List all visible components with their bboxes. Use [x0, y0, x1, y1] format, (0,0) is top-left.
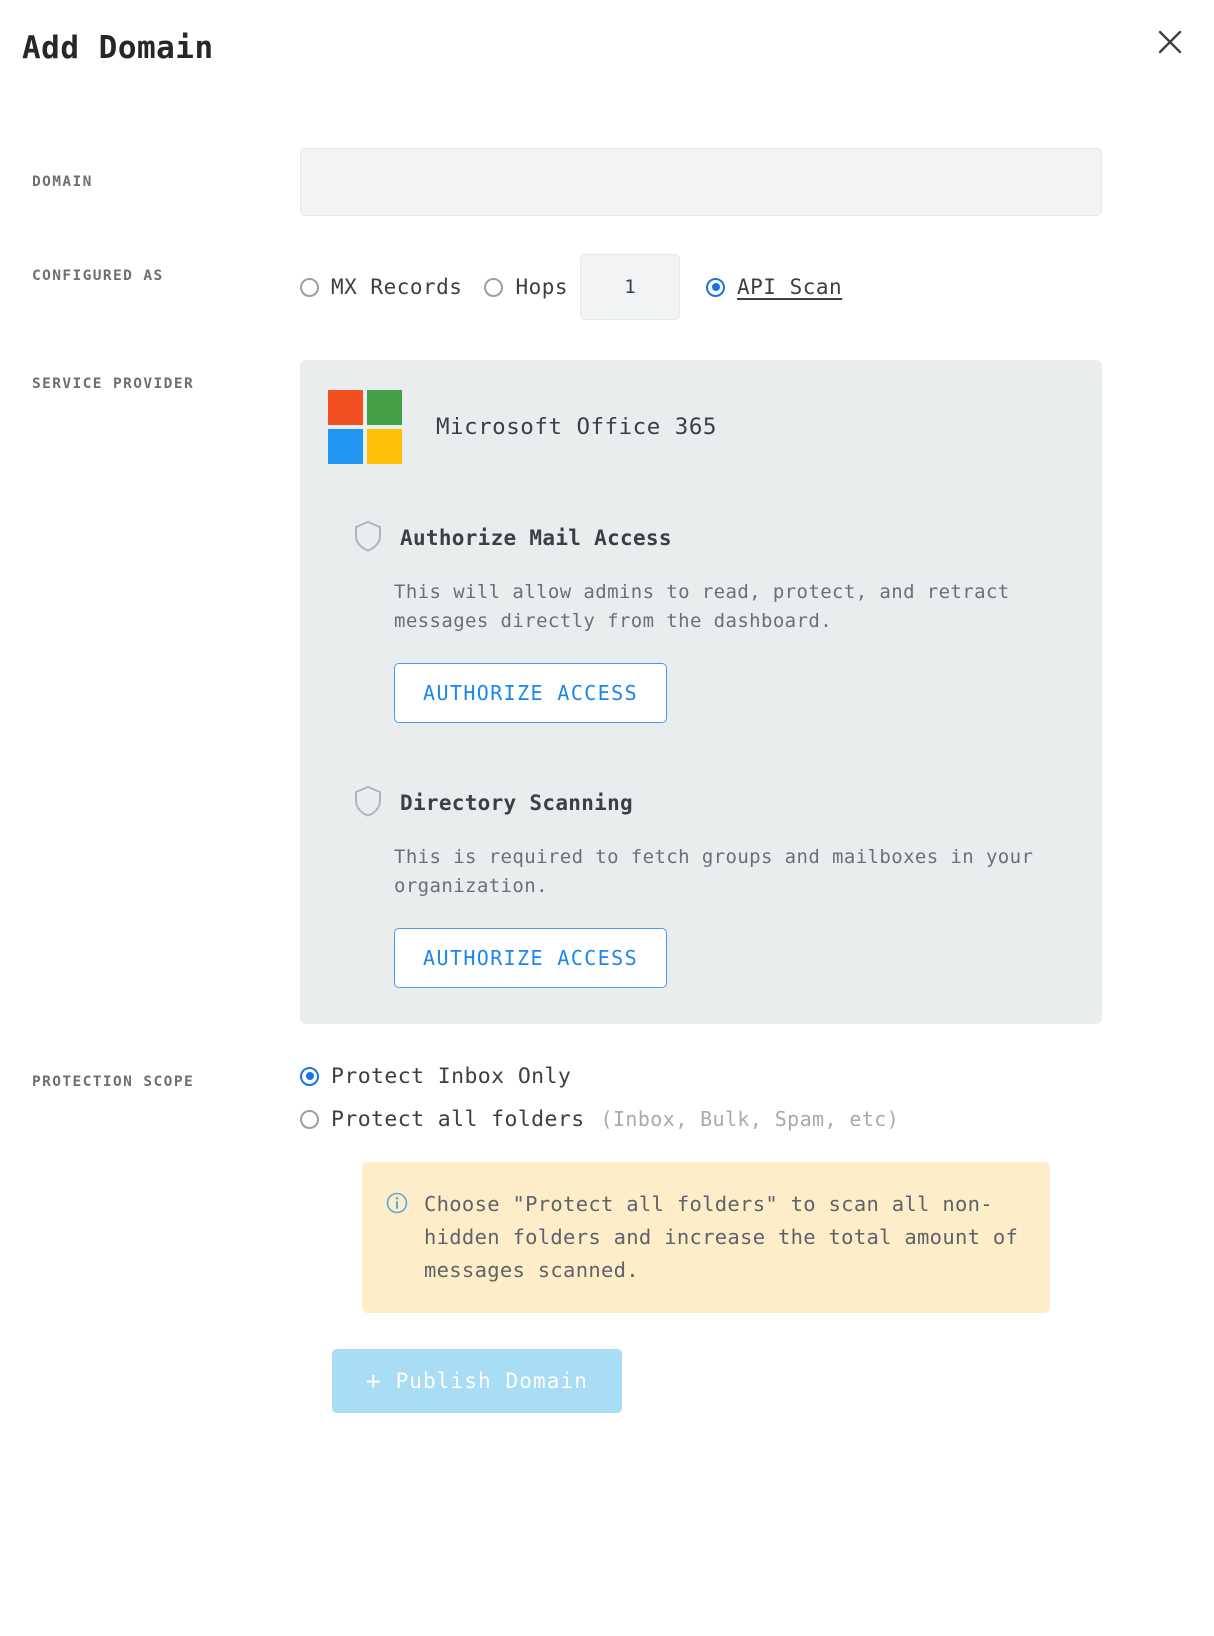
service-provider-row — [0, 360, 1214, 1024]
radio-protect-all-folders[interactable] — [300, 1107, 1182, 1132]
radio-api-scan-circle — [706, 278, 725, 297]
directory-scanning-button[interactable]: AUTHORIZE ACCESS — [394, 928, 667, 988]
radio-hops[interactable] — [484, 275, 568, 299]
authorize-mail-access-head — [354, 520, 1074, 556]
radio-protect-inbox-only-label: Protect Inbox Only — [331, 1063, 572, 1089]
authorize-mail-access-button[interactable]: AUTHORIZE ACCESS — [394, 663, 667, 723]
service-provider-label: SERVICE PROVIDER — [32, 376, 195, 392]
provider-header — [328, 390, 1074, 464]
service-provider-field — [300, 360, 1182, 1024]
shield-icon — [354, 785, 382, 821]
directory-scanning-head — [354, 785, 1074, 821]
shield-icon — [354, 520, 382, 556]
domain-row — [0, 148, 1214, 216]
radio-api-scan-label: API Scan — [737, 275, 843, 299]
domain-field-wrap — [300, 148, 1182, 216]
info-icon — [386, 1192, 408, 1218]
directory-scanning-title: Directory Scanning — [400, 790, 633, 815]
dialog-footer — [0, 1349, 1214, 1413]
authorize-mail-access-description: This will allow admins to read, protect, and retract messages directly from the dashboard. — [394, 581, 1010, 633]
radio-protect-all-folders-hint: (Inbox, Bulk, Spam, etc) — [600, 1107, 900, 1132]
radio-api-scan[interactable] — [706, 275, 842, 299]
directory-scanning-description: This is required to fetch groups and mailboxes in your organization. — [394, 845, 1034, 898]
radio-hops-label: Hops — [515, 275, 569, 299]
domain-label: DOMAIN — [32, 174, 93, 190]
radio-protect-all-folders-label: Protect all folders — [331, 1106, 585, 1132]
radio-mx-records-label: MX Records — [331, 275, 463, 299]
protection-scope-label: PROTECTION SCOPE — [32, 1073, 195, 1090]
authorize-mail-access-title: Authorize Mail Access — [400, 526, 672, 550]
microsoft-logo-icon — [328, 390, 402, 464]
publish-domain-button[interactable] — [332, 1349, 622, 1413]
protection-scope-row — [0, 1064, 1214, 1314]
protection-scope-info-text: Choose "Protect all folders" to scan all non-hidden folders and increase the total amount of messages scanned. — [424, 1191, 1019, 1283]
configured-as-label: CONFIGURED AS — [32, 268, 164, 284]
protection-scope-field — [300, 1064, 1182, 1314]
close-icon[interactable] — [1150, 22, 1190, 62]
configured-as-field — [300, 254, 1182, 320]
page-title: Add Domain — [22, 30, 214, 66]
radio-protect-inbox-only[interactable] — [300, 1064, 1182, 1089]
provider-name: Microsoft Office 365 — [436, 414, 717, 440]
hops-input[interactable] — [580, 254, 680, 320]
plus-icon: + — [366, 1367, 382, 1396]
radio-mx-records-circle — [300, 278, 319, 297]
directory-scanning-block — [328, 785, 1074, 988]
configured-as-row — [0, 254, 1214, 320]
publish-domain-label: Publish Domain — [395, 1369, 588, 1394]
radio-protect-all-folders-circle — [300, 1110, 319, 1129]
authorize-mail-access-block — [328, 520, 1074, 723]
domain-input[interactable] — [300, 148, 1102, 216]
radio-protect-inbox-only-circle — [300, 1067, 319, 1086]
dialog-header — [0, 0, 1214, 96]
radio-hops-circle — [484, 278, 503, 297]
service-provider-panel — [300, 360, 1102, 1024]
radio-mx-records[interactable] — [300, 275, 462, 299]
protection-scope-info-box — [362, 1162, 1050, 1314]
